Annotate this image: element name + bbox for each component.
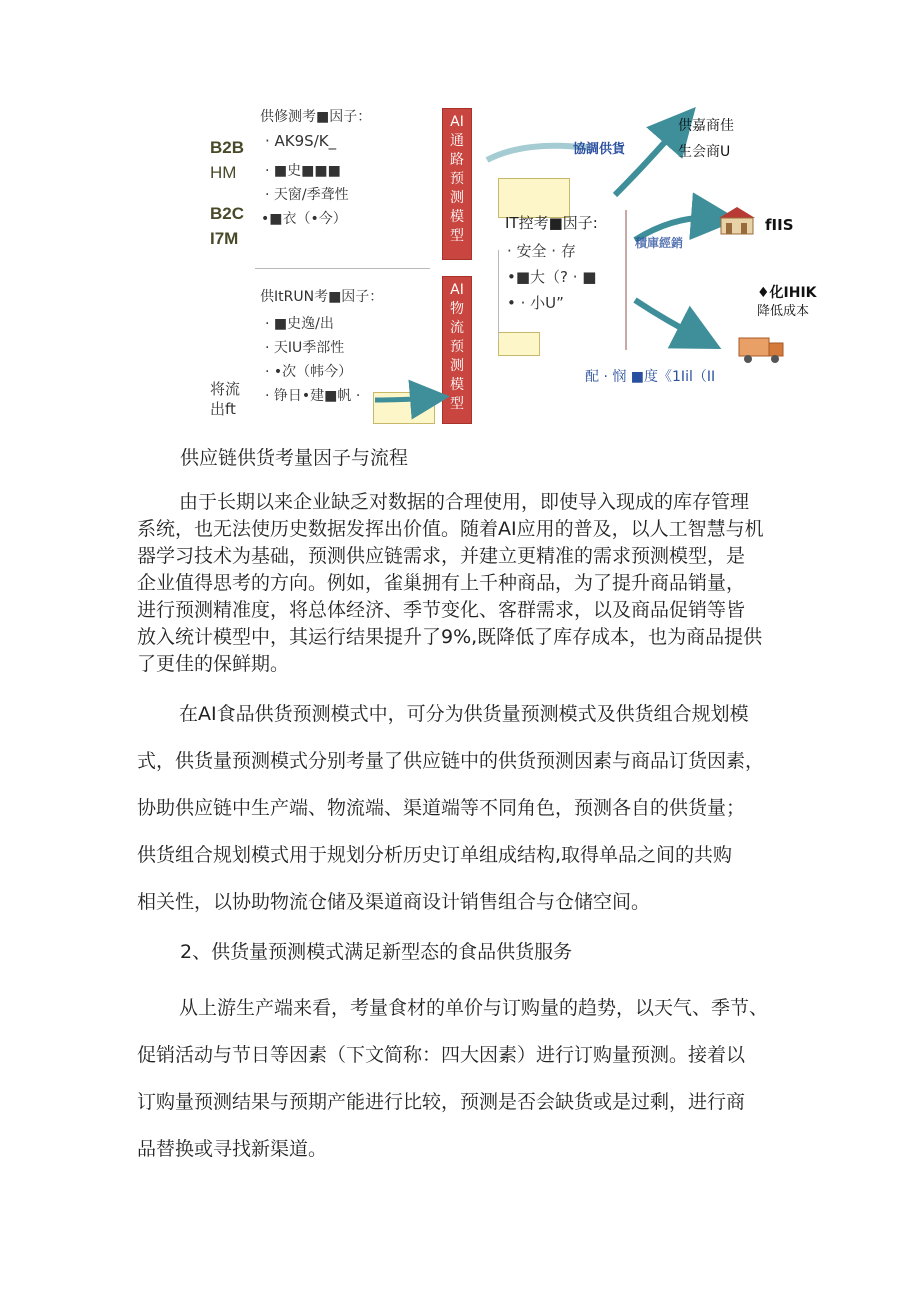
top-group-item: · ■史■■■ <box>265 163 341 179</box>
arrow-top-label: 協調供貨 <box>573 142 626 157</box>
paragraph-line: 放入统计模型中，其运行结果提升了9%,既降低了库存成本，也为商品提供 <box>137 626 763 648</box>
top-group-item: •■衣（•今） <box>261 211 347 227</box>
paragraph-2 <box>137 691 787 926</box>
paragraph-line: 进行预测精准度，将总体经济、季节变化、客群需求，以及商品促销等皆 <box>137 599 746 621</box>
section-heading: 2、供货量预测模式满足新型态的食品供货服务 <box>180 941 573 963</box>
bottom-group-item: · ■史逸/出 <box>265 316 334 332</box>
right-top-line1: 供嘉商佳 <box>678 118 734 134</box>
label-hm: HM <box>210 163 237 182</box>
bottom-group-title: 供ItRUN考■因子： <box>260 289 384 305</box>
right-top-line2: 生会商U <box>678 144 731 160</box>
paragraph-line: 在AI食品供货预测模式中，可分为供货量预测模式及供货组合规划模 <box>179 703 749 725</box>
figure-caption: 供应链供货考量因子与流程 <box>180 447 409 469</box>
warehouse-icon <box>717 204 757 236</box>
right-low-line2: 降低成本 <box>757 304 810 319</box>
paragraph-1 <box>137 489 787 678</box>
paragraph-line: 器学习技术为基础，预测供应链需求，并建立更精准的需求预测模型，是 <box>137 545 746 567</box>
paragraph-line: 订购量预测结果与预期产能进行比较，预测是否会缺货或是过剩，进行商 <box>137 1091 746 1113</box>
bottom-group-item: · •次（帏今） <box>265 364 353 380</box>
paragraph-line: 从上游生产端来看，考量食材的单价与订购量的趋势，以天气、季节、 <box>179 997 769 1019</box>
paragraph-line: 相关性，以协助物流仓储及渠道商设计销售组合与仓储空间。 <box>137 891 651 913</box>
paragraph-line: 品替换或寻找新渠道。 <box>137 1138 328 1160</box>
top-group-item: · AK9S/K_ <box>265 132 337 150</box>
label-b2b: B2B <box>210 138 245 157</box>
arrow-mid-label: 積庫經銷 <box>635 236 684 250</box>
paragraph-line: 供货组合规划模式用于规划分析历史订单组成结构,取得单品之间的共购 <box>137 844 733 866</box>
top-group-item: · 天窗/季聋性 <box>265 187 349 203</box>
middle-group-item: · 安全 · 存 <box>507 242 576 260</box>
paragraph-line: 协助供应链中生产端、物流端、渠道端等不同角色，预测各自的供货量； <box>137 797 746 819</box>
middle-group-item: • · 小U” <box>507 294 564 312</box>
supply-chain-figure <box>195 100 817 425</box>
bar-channel-model: AI 通 路 预 测 模 型 <box>442 108 472 260</box>
middle-group-title: IT控考■因子: <box>505 214 598 232</box>
paragraph-line: 由于长期以来企业缺乏对数据的合理使用，即使导入现成的库存管理 <box>179 491 750 513</box>
label-left-bottom-2: 出ft <box>210 400 236 418</box>
paragraph-line: 促销活动与节日等因素（下文简称：四大因素）进行订购量预测。接着以 <box>137 1044 746 1066</box>
paragraph-3 <box>137 985 787 1173</box>
bottom-blue-label: 配 · 悯 ■度《1Iil（II <box>585 369 716 385</box>
right-low-line1: ♦化IHIK <box>757 285 817 301</box>
paragraph-line: 了更佳的保鲜期。 <box>137 653 290 675</box>
paragraph-line: 系统，也无法使历史数据发挥出价值。随着AI应用的普及，以人工智慧与机 <box>137 518 764 540</box>
label-left-bottom-1: 将流 <box>210 380 241 398</box>
middle-group-item: •■大（? · ■ <box>507 268 597 286</box>
label-i7m: I7M <box>210 229 239 248</box>
truck-icon <box>735 330 787 366</box>
paragraph-line: 式，供货量预测模式分别考量了供应链中的供货预测因素与商品订货因素， <box>137 750 765 772</box>
top-group-title: 供修测考■因子： <box>260 109 372 125</box>
bottom-group-item: · 天IU季部性 <box>265 340 345 356</box>
right-mid-label: fIIS <box>765 216 794 234</box>
paragraph-line: 企业值得思考的方向。例如，雀巢拥有上千种商品，为了提升商品销量， <box>137 572 746 594</box>
bar-logistics-model: AI 物 流 预 测 模 型 <box>442 276 472 424</box>
label-b2c: B2C <box>210 204 245 223</box>
bottom-group-item: · 铮日•建■帆 · <box>265 388 361 404</box>
